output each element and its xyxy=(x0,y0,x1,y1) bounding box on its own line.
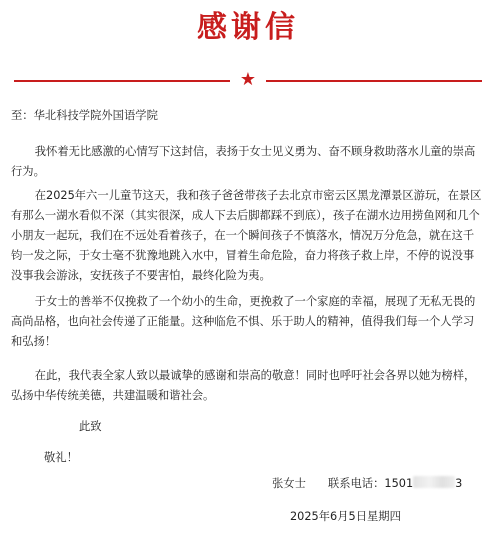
phone-label: 联系电话： xyxy=(327,477,385,490)
paragraph-praise: 于女士的善举不仅挽救了一个幼小的生命，更挽救了一个家庭的幸福，展现了无私无畏的高尚品格，也向社会传递了正能量。这种临危不惧、乐于助人的精神，值得我们每一个人学习和弘扬！ xyxy=(11,295,476,348)
phone-prefix: 1501 xyxy=(384,477,414,490)
signer-name: 张女士 xyxy=(272,477,306,490)
salutation: 至：华北科技学院外国语学院 xyxy=(11,109,158,122)
paragraph-intro: 我怀着无比感激的心情写下这封信，表扬于女士见义勇为、奋不顾身救助落水儿童的崇高行为。 xyxy=(11,145,476,178)
closing-jingli: 敬礼！ xyxy=(44,451,78,464)
divider-line-right xyxy=(266,80,482,82)
paragraph-story: 在2025年六一儿童节这天，我和孩子爸爸带孩子去北京市密云区黑龙潭景区游玩，在景区有那么一湖水看似不深（其实很深，成人下去后脚都踩不到底），孩子在湖水边用捞鱼网和几个小朋友一起玩，我们在不远处看着孩子，在一个瞬间孩子不慎落水，情况万分危急，就在这千钧一发之际，于女士毫不犹豫地跳入水中，冒着生命危险，奋力将孩子救上岸，不停的说没事没事我会游泳，安抚孩子不要害怕，最终化险为夷。 xyxy=(11,189,482,282)
letter-title: 感谢信 xyxy=(197,10,299,45)
signature-line xyxy=(272,474,462,494)
phone-suffix: 3 xyxy=(455,477,463,490)
star-icon: ★ xyxy=(239,69,257,90)
letter-date: 2025年6月5日星期四 xyxy=(290,510,401,523)
phone-redaction xyxy=(413,476,455,488)
divider-line-left xyxy=(14,80,230,82)
paragraph-thanks: 在此，我代表全家人致以最诚挚的感谢和崇高的敬意！同时也呼吁社会各界以她为榜样，弘扬中华传统美德，共建温暖和谐社会。 xyxy=(11,369,476,402)
closing-cizhi: 此致 xyxy=(79,420,102,433)
